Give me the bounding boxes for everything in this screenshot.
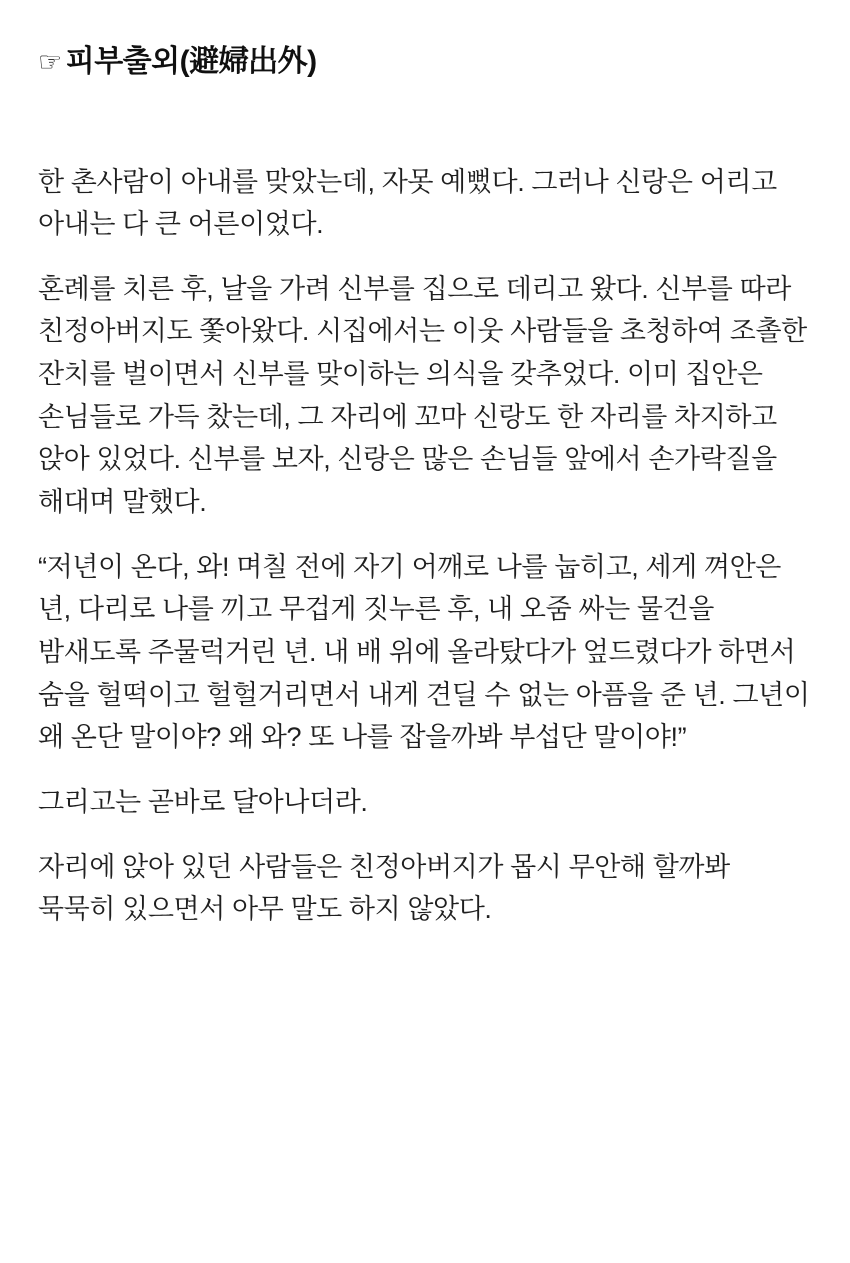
pointing-hand-icon: ☞	[38, 47, 62, 77]
paragraph: “저년이 온다, 와! 며칠 전에 자기 어깨로 나를 눕히고, 세게 껴안은 년, 다리로 나를 끼고 무겁게 짓누른 후, 내 오줌 싸는 물건을 밤새도록 주물럭거린 년. 내 배 위에 올라탔다가 엎드렸다가 하면서 숨을 헐떡이고 헐헐거리면서 내게 견딜 수 없는 아픔을 준 년. 그년이 왜 온단 말이야? 왜 와? 또 나를 잡을까봐 부섭단 말이야!”	[38, 551, 810, 753]
paragraph: 한 촌사람이 아내를 맞았는데, 자못 예뻤다. 그러나 신랑은 어리고 아내는 다 큰 어른이었다.	[38, 166, 777, 240]
page-title	[38, 42, 812, 83]
paragraph: 자리에 앉아 있던 사람들은 친정아버지가 몹시 무안해 할까봐 묵묵히 있으면서 아무 말도 하지 않았다.	[38, 851, 730, 925]
article-body	[38, 161, 812, 932]
paragraph: 혼례를 치른 후, 날을 가려 신부를 집으로 데리고 왔다. 신부를 따라 친정아버지도 쫓아왔다. 시집에서는 이웃 사람들을 초청하여 조촐한 잔치를 벌이면서 신부를 맞이하는 의식을 갖추었다. 이미 집안은 손님들로 가득 찼는데, 그 자리에 꼬마 신랑도 한 자리를 차지하고 앉아 있었다. 신부를 보자, 신랑은 많은 손님들 앞에서 손가락질을 해대며 말했다.	[38, 273, 807, 518]
paragraph: 그리고는 곧바로 달아나더라.	[38, 787, 368, 818]
title-block	[38, 34, 812, 83]
page-title-text: 피부출외(避婦出外)	[65, 45, 317, 78]
